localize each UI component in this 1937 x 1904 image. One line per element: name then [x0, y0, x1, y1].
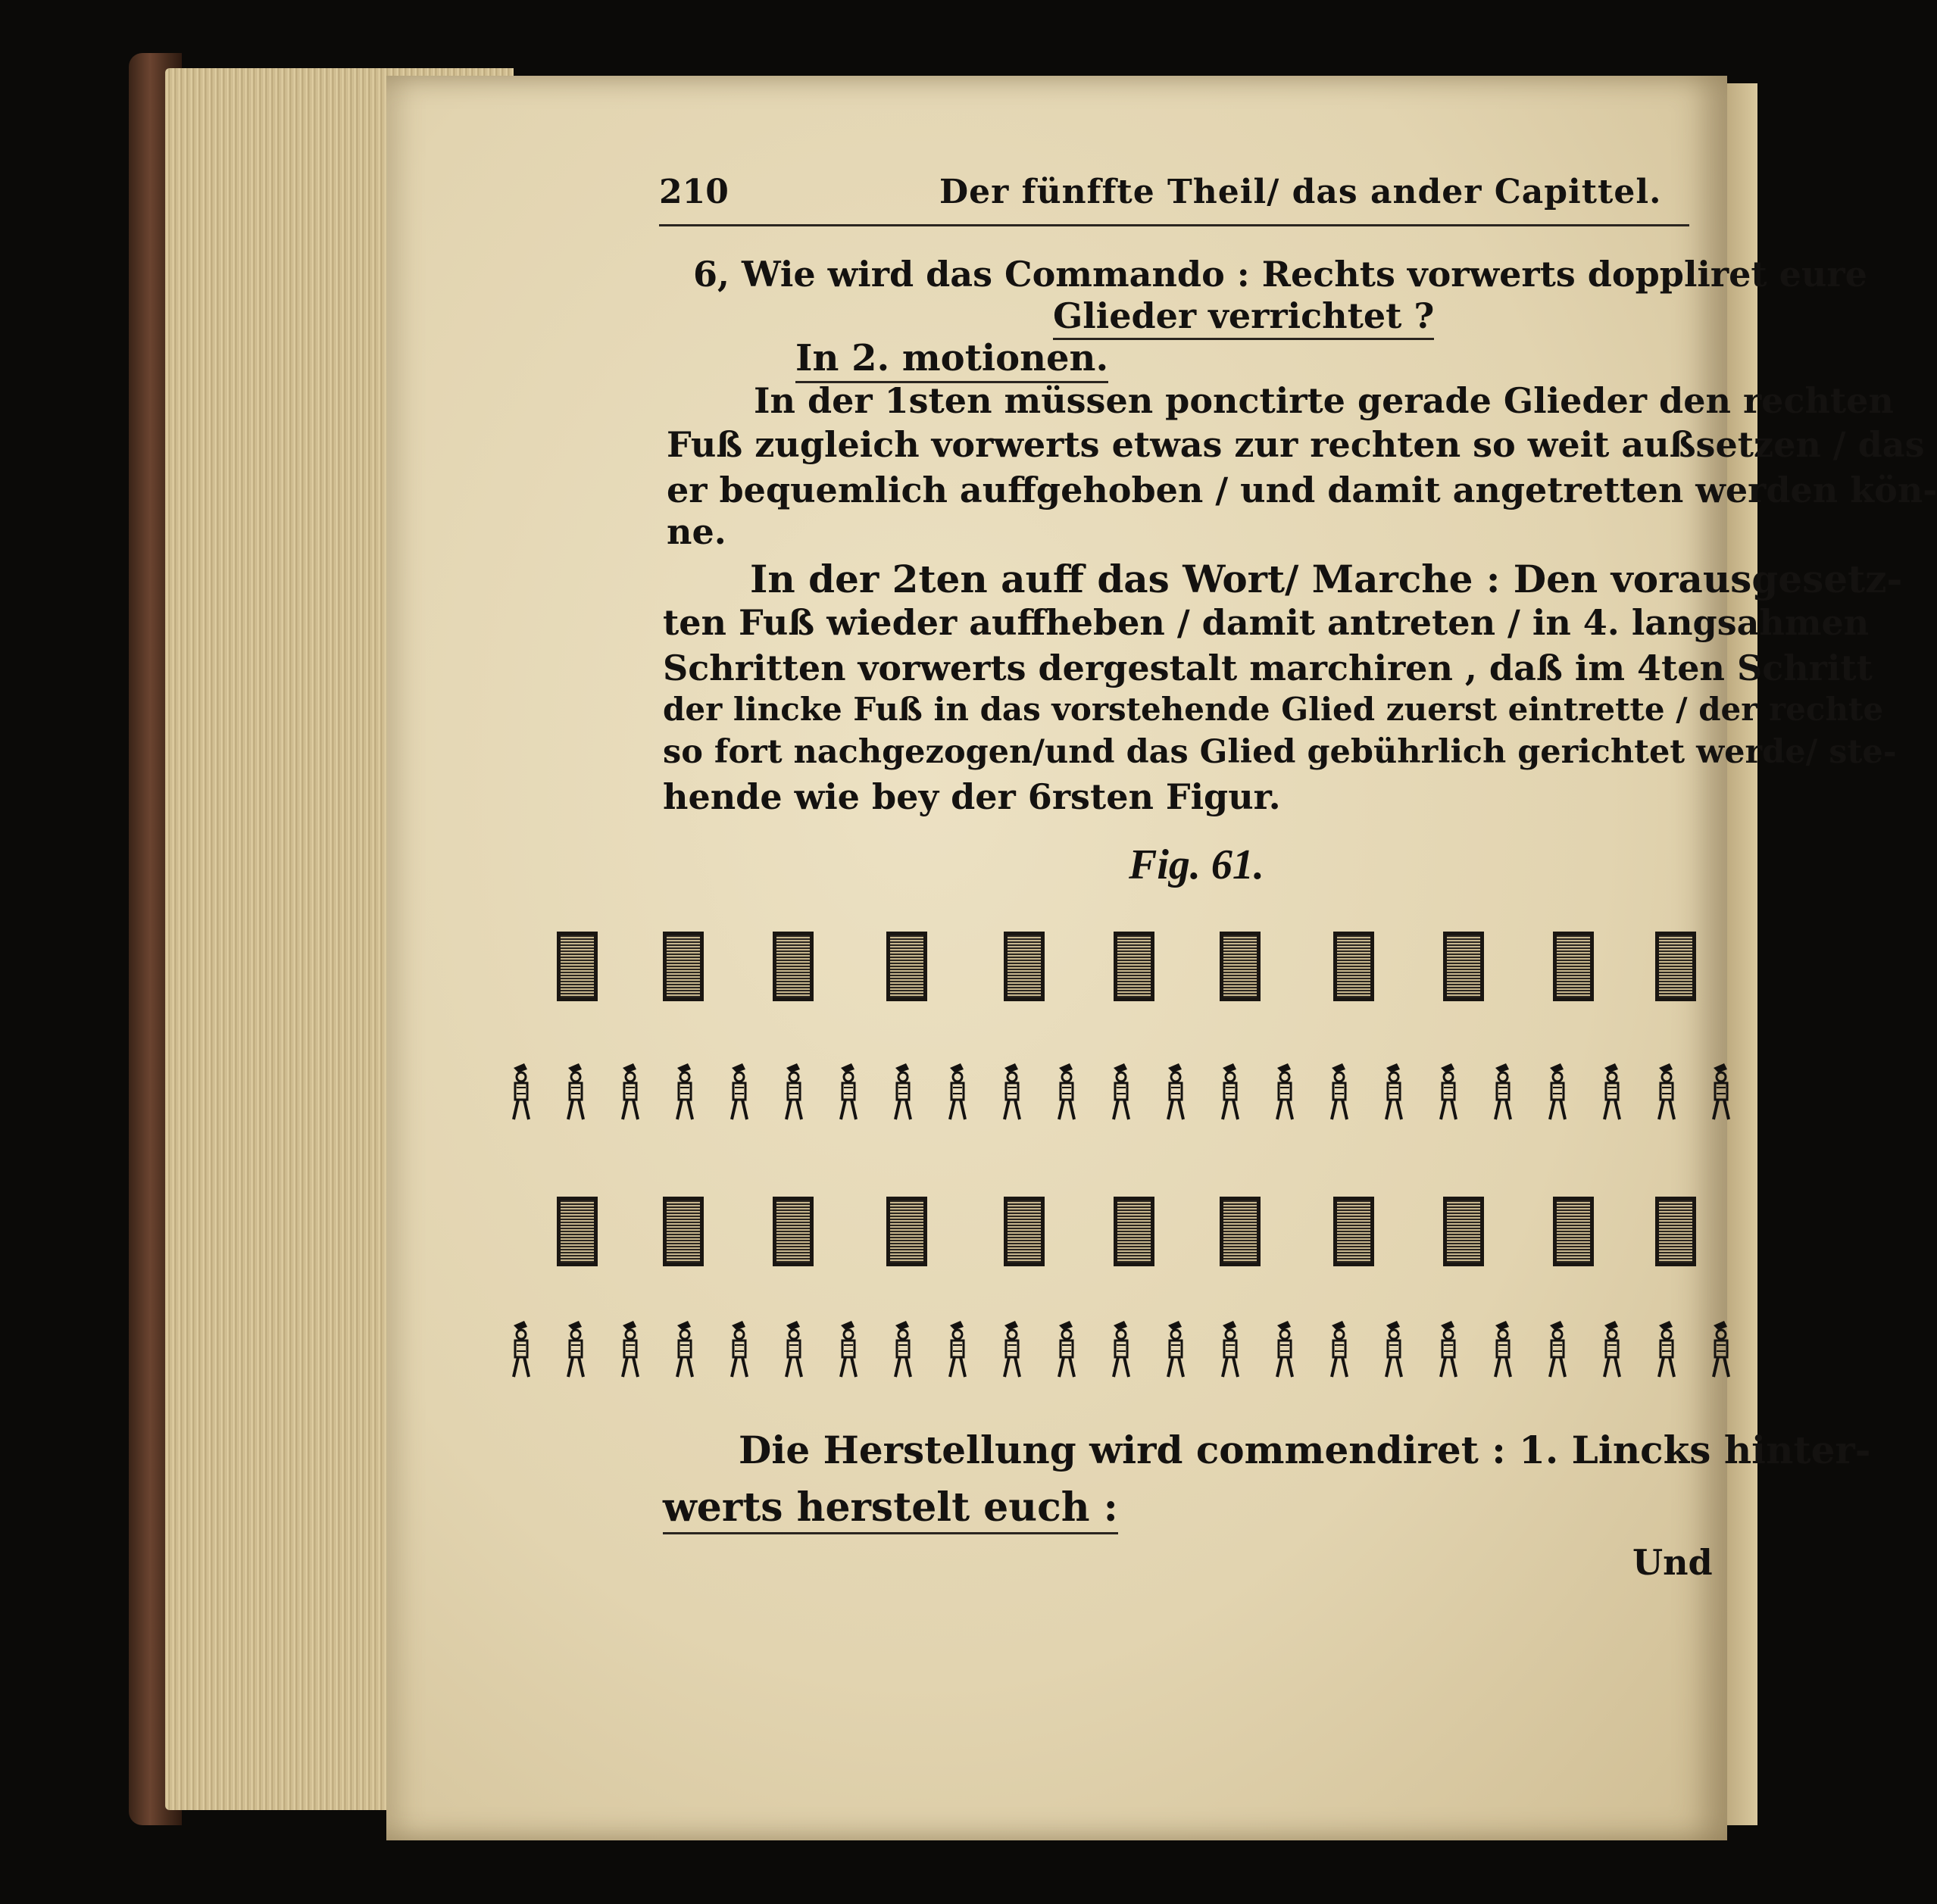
soldier-icon — [726, 1318, 753, 1381]
paragraph2-line-3: Schritten vorwerts dergestalt marchiren , daß im 4ten Schritt — [663, 648, 1873, 688]
paragraph1-line-2: Fuß zugleich vorwerts etwas zur rechten so weit außsetzen / das — [667, 424, 1925, 465]
officer-tile — [773, 932, 814, 1001]
soldier-icon — [617, 1318, 644, 1381]
soldier-icon — [1489, 1318, 1517, 1381]
header-rule — [659, 224, 1689, 226]
soldier-icon — [1380, 1318, 1407, 1381]
officer-tile — [886, 932, 927, 1001]
book — [129, 53, 1727, 1840]
officer-tile — [1220, 1197, 1261, 1266]
soldier-icon — [944, 1060, 971, 1124]
soldier-icon — [835, 1318, 862, 1381]
officer-tile — [1333, 932, 1374, 1001]
soldier-icon — [780, 1318, 808, 1381]
officer-tile — [1333, 1197, 1374, 1266]
soldier-icon — [671, 1060, 698, 1124]
paragraph1-line-1: In der 1sten müssen ponctirte gerade Glieder den rechten — [754, 380, 1894, 421]
soldier-icon — [1544, 1060, 1571, 1124]
soldier-icon — [780, 1060, 808, 1124]
soldier-icon — [835, 1060, 862, 1124]
paragraph2-line-4: der lincke Fuß in das vorstehende Glied zuerst eintrette / der rechte — [663, 691, 1884, 728]
officer-tile — [663, 932, 704, 1001]
soldier-icon — [508, 1060, 535, 1124]
soldier-icon — [508, 1318, 535, 1381]
soldier-icon — [1544, 1318, 1571, 1381]
paragraph2-line-1: In der 2ten auff das Wort/ Marche : Den vorausgesetz- — [750, 557, 1903, 601]
officer-tile — [663, 1197, 704, 1266]
soldier-icon — [562, 1318, 589, 1381]
question-line-1: 6, Wie wird das Commando : Rechts vorwerts doppliret eure — [693, 254, 1867, 295]
officer-tile — [886, 1197, 927, 1266]
question-line-2: Glieder verrichtet ? — [1053, 295, 1434, 340]
catchword: Und — [1632, 1542, 1713, 1583]
soldier-icon — [1707, 1060, 1735, 1124]
officer-tile — [1004, 1197, 1045, 1266]
officer-tile — [1553, 932, 1594, 1001]
soldier-icon — [726, 1060, 753, 1124]
soldier-icon — [1598, 1060, 1626, 1124]
soldier-icon — [889, 1060, 917, 1124]
soldier-icon — [1380, 1060, 1407, 1124]
officer-tile — [1114, 932, 1154, 1001]
running-head: Der fünffte Theil/ das ander Capittel. — [939, 173, 1662, 211]
paragraph2-line-6: hende wie bey der 6rsten Figur. — [663, 776, 1281, 817]
page-header — [659, 173, 1697, 218]
soldier-icon — [1598, 1318, 1626, 1381]
soldier-icon — [1053, 1318, 1080, 1381]
soldier-icon — [998, 1060, 1026, 1124]
paragraph1-line-4: ne. — [667, 511, 726, 552]
soldier-icon — [1489, 1060, 1517, 1124]
paragraph1-line-3: er bequemlich auffgehoben / und damit angetretten werden kön- — [667, 470, 1937, 510]
closing-line-1: Die Herstellung wird commendiret : 1. Lincks hinter- — [739, 1428, 1871, 1472]
soldier-icon — [1271, 1318, 1298, 1381]
officer-tile — [1114, 1197, 1154, 1266]
soldier-icon — [1326, 1318, 1353, 1381]
soldier-icon — [1653, 1318, 1680, 1381]
soldier-icon — [998, 1318, 1026, 1381]
figure-label: Fig. 61. — [1129, 841, 1264, 888]
soldier-icon — [1162, 1060, 1189, 1124]
officer-tile — [1443, 1197, 1484, 1266]
soldier-icon — [1217, 1318, 1244, 1381]
officer-tile — [1004, 932, 1045, 1001]
soldier-icon — [1053, 1060, 1080, 1124]
paragraph2-line-2: ten Fuß wieder auffheben / damit antreten / in 4. langsahmen — [663, 602, 1870, 643]
officer-tile — [557, 1197, 598, 1266]
soldier-icon — [617, 1060, 644, 1124]
officer-tile — [1220, 932, 1261, 1001]
officer-tile — [557, 932, 598, 1001]
officer-tile — [1553, 1197, 1594, 1266]
soldier-icon — [1326, 1060, 1353, 1124]
soldier-icon — [1217, 1060, 1244, 1124]
soldier-icon — [1108, 1318, 1135, 1381]
soldier-icon — [562, 1060, 589, 1124]
soldier-icon — [1653, 1060, 1680, 1124]
soldier-icon — [1271, 1060, 1298, 1124]
soldier-icon — [1435, 1060, 1462, 1124]
soldier-icon — [1707, 1318, 1735, 1381]
soldier-icon — [1108, 1060, 1135, 1124]
officer-tile — [1443, 932, 1484, 1001]
officer-tile — [773, 1197, 814, 1266]
soldier-icon — [1162, 1318, 1189, 1381]
closing-line-2: werts herstelt euch : — [663, 1484, 1118, 1534]
page-number: 210 — [659, 173, 729, 211]
soldier-icon — [944, 1318, 971, 1381]
paragraph2-line-5: so fort nachgezogen/und das Glied gebührlich gerichtet werde/ ste- — [663, 733, 1897, 771]
soldier-icon — [1435, 1318, 1462, 1381]
officer-tile — [1655, 1197, 1696, 1266]
motions-heading: In 2. motionen. — [795, 337, 1108, 383]
soldier-icon — [671, 1318, 698, 1381]
officer-tile — [1655, 932, 1696, 1001]
soldier-icon — [889, 1318, 917, 1381]
